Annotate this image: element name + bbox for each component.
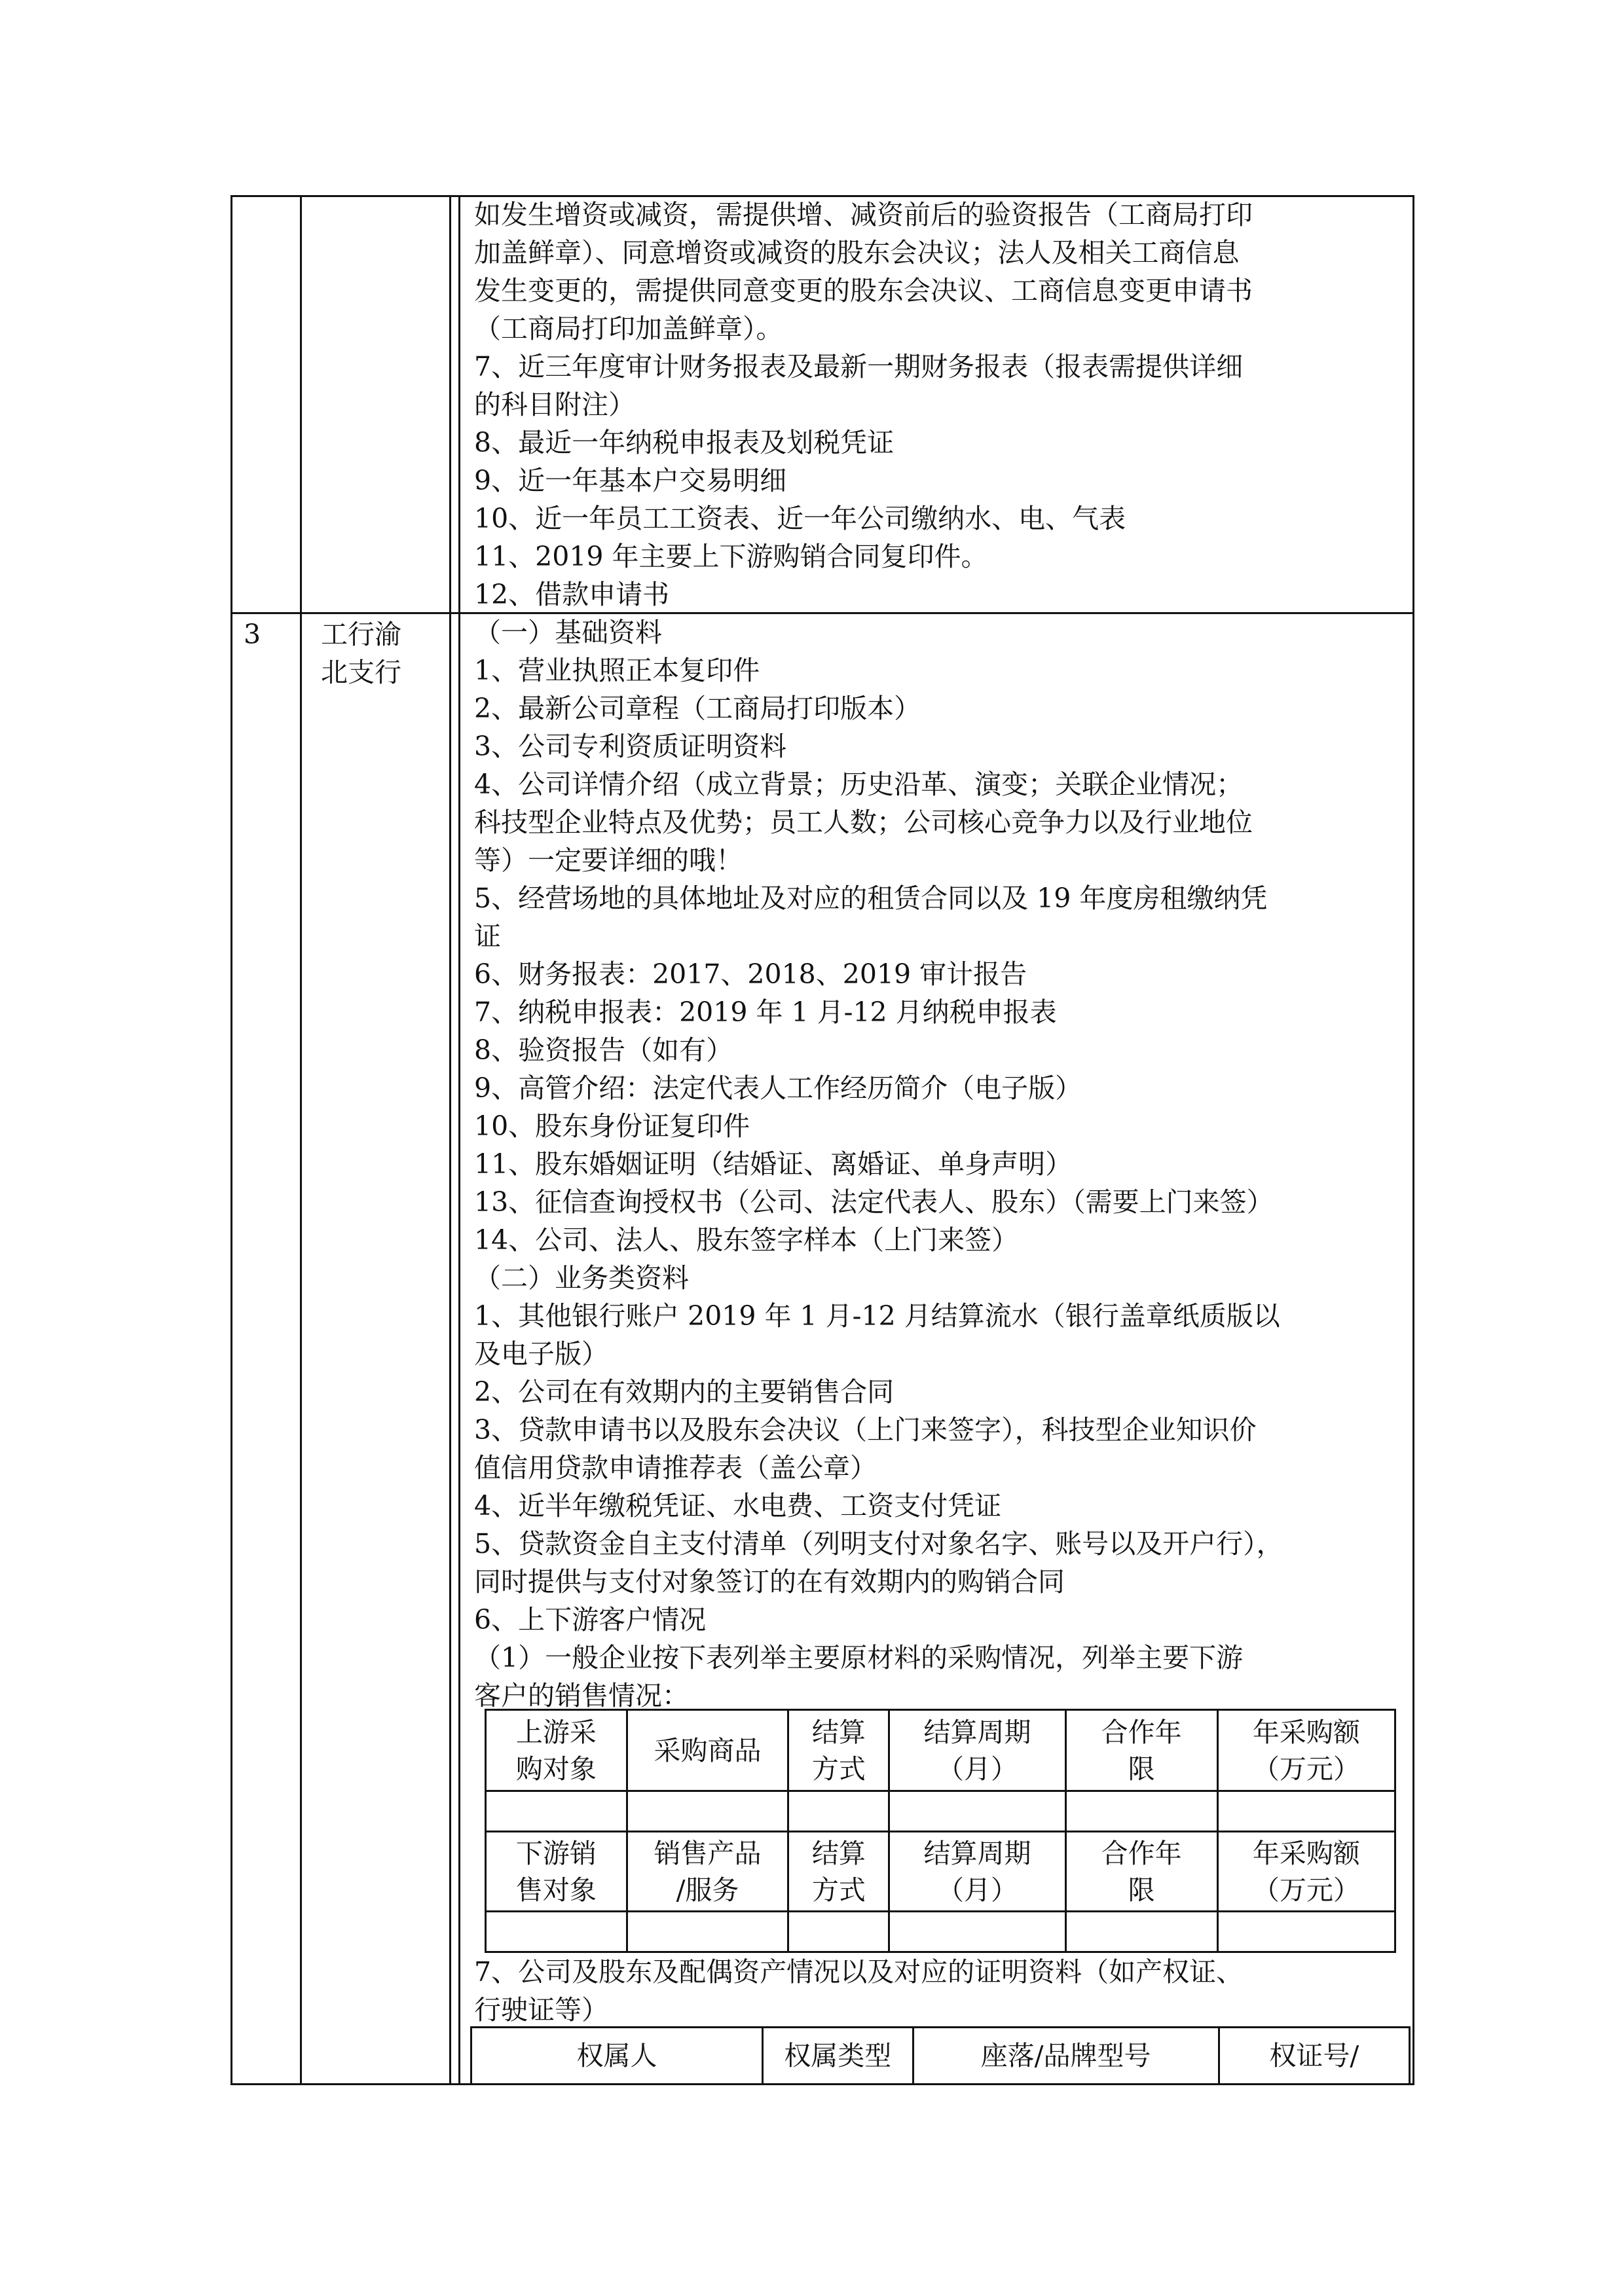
text-line: 发生变更的，需提供同意变更的股东会决议、工商信息变更申请书 xyxy=(474,275,1253,306)
table-header-cell: 年采购额 （万元） xyxy=(1217,1710,1395,1791)
table-header-cell: 权属类型 xyxy=(763,2028,913,2085)
previous-row-content xyxy=(474,196,1253,613)
empty-cell[interactable] xyxy=(1217,1791,1395,1832)
text-line: 4、公司详情介绍（成立背景；历史沿革、演变；关联企业情况； xyxy=(474,769,1244,800)
table-header-cell: 上游采 购对象 xyxy=(486,1710,627,1791)
column-divider-index xyxy=(300,195,302,2085)
text-line: 3、贷款申请书以及股东会决议（上门来签字），科技型企业知识价 xyxy=(474,1414,1257,1446)
table-header-cell: 采购商品 xyxy=(627,1710,788,1791)
text-line: 13、征信查询授权书（公司、法定代表人、股东）（需要上门来签） xyxy=(474,1186,1274,1218)
text-line: 等）一定要详细的哦！ xyxy=(474,845,743,876)
text-line: 11、2019 年主要上下游购销合同复印件。 xyxy=(474,541,988,572)
supply-chain-table xyxy=(485,1709,1396,1953)
empty-cell[interactable] xyxy=(1217,1912,1395,1952)
table-header-cell: 权属人 xyxy=(471,2028,763,2085)
empty-cell[interactable] xyxy=(627,1791,788,1832)
downstream-header-row xyxy=(486,1832,1395,1912)
text-line: 8、验资报告（如有） xyxy=(474,1034,733,1066)
empty-cell[interactable] xyxy=(889,1912,1065,1952)
text-line: 11、股东婚姻证明（结婚证、离婚证、单身声明） xyxy=(474,1148,1073,1180)
text-line: 客户的销售情况： xyxy=(474,1680,689,1711)
text-line: 值信用贷款申请推荐表（盖公章） xyxy=(474,1452,877,1484)
text-line: 7、近三年度审计财务报表及最新一期财务报表（报表需提供详细 xyxy=(474,351,1244,382)
asset-table xyxy=(470,2026,1411,2085)
bank-name-line2: 北支行 xyxy=(321,657,401,688)
table-header-cell: 销售产品 /服务 xyxy=(627,1832,788,1912)
text-line: 8、最近一年纳税申报表及划税凭证 xyxy=(474,427,895,458)
text-line: （工商局打印加盖鲜章）。 xyxy=(474,313,783,344)
empty-cell[interactable] xyxy=(627,1912,788,1952)
text-line: 科技型企业特点及优势；员工人数；公司核心竞争力以及行业地位 xyxy=(474,807,1253,838)
table-header-cell: 合作年 限 xyxy=(1065,1710,1217,1791)
table-header-cell: 座落/品牌型号 xyxy=(913,2028,1219,2085)
text-line: 1、营业执照正本复印件 xyxy=(474,655,760,686)
bank-name-line1: 工行渝 xyxy=(321,619,401,650)
asset-header-row xyxy=(471,2028,1410,2085)
text-line: 及电子版） xyxy=(474,1338,608,1370)
empty-cell[interactable] xyxy=(788,1912,889,1952)
section-heading: （二）业务类资料 xyxy=(474,1262,689,1294)
row-index: 3 xyxy=(244,619,261,650)
empty-cell[interactable] xyxy=(1065,1791,1217,1832)
text-line: 4、近半年缴税凭证、水电费、工资支付凭证 xyxy=(474,1490,1002,1522)
upstream-header-row xyxy=(486,1710,1395,1791)
empty-cell[interactable] xyxy=(788,1791,889,1832)
text-line: 的科目附注） xyxy=(474,389,635,420)
text-line: 12、借款申请书 xyxy=(474,579,670,610)
text-line: 3、公司专利资质证明资料 xyxy=(474,731,787,762)
text-line: 7、公司及股东及配偶资产情况以及对应的证明资料（如产权证、 xyxy=(474,1956,1244,1988)
table-header-cell: 结算周期 （月） xyxy=(889,1832,1065,1912)
empty-cell[interactable] xyxy=(889,1791,1065,1832)
table-header-cell: 权证号/ xyxy=(1219,2028,1409,2085)
downstream-empty-row xyxy=(486,1912,1395,1952)
table-header-cell: 结算 方式 xyxy=(788,1710,889,1791)
text-line: 7、纳税申报表：2019 年 1 月-12 月纳税申报表 xyxy=(474,996,1057,1028)
text-line: 14、公司、法人、股东签字样本（上门来签） xyxy=(474,1224,1019,1256)
text-line: （1）一般企业按下表列举主要原材料的采购情况，列举主要下游 xyxy=(474,1642,1244,1673)
text-line: 证 xyxy=(474,920,501,952)
text-line: 如发生增资或减资，需提供增、减资前后的验资报告（工商局打印 xyxy=(474,199,1253,230)
table-header-cell: 合作年 限 xyxy=(1065,1832,1217,1912)
text-line: 加盖鲜章）、同意增资或减资的股东会决议；法人及相关工商信息 xyxy=(474,237,1240,268)
column-divider-content xyxy=(458,195,460,2085)
text-line: 同时提供与支付对象签订的在有效期内的购销合同 xyxy=(474,1566,1065,1597)
text-line: 6、上下游客户情况 xyxy=(474,1604,707,1635)
empty-cell[interactable] xyxy=(1065,1912,1217,1952)
text-line: 2、最新公司章程（工商局打印版本） xyxy=(474,693,921,724)
text-line: 9、近一年基本户交易明细 xyxy=(474,465,787,496)
row3-content xyxy=(474,613,1283,1715)
upstream-empty-row xyxy=(486,1791,1395,1832)
text-line: 6、财务报表：2017、2018、2019 审计报告 xyxy=(474,958,1027,990)
column-divider-bank xyxy=(449,195,451,2085)
text-line: 10、近一年员工工资表、近一年公司缴纳水、电、气表 xyxy=(474,503,1126,534)
text-line: 5、贷款资金自主支付清单（列明支付对象名字、账号以及开户行）， xyxy=(474,1528,1283,1559)
section-heading: （一）基础资料 xyxy=(474,617,662,648)
text-line: 5、经营场地的具体地址及对应的租赁合同以及 19 年度房租缴纳凭 xyxy=(474,883,1268,914)
table-header-cell: 结算周期 （月） xyxy=(889,1710,1065,1791)
table-header-cell: 结算 方式 xyxy=(788,1832,889,1912)
table-header-cell: 下游销 售对象 xyxy=(486,1832,627,1912)
table-header-cell: 年采购额 （万元） xyxy=(1217,1832,1395,1912)
text-line: 行驶证等） xyxy=(474,1994,608,2026)
text-line: 10、股东身份证复印件 xyxy=(474,1110,750,1142)
text-line: 2、公司在有效期内的主要销售合同 xyxy=(474,1376,895,1408)
empty-cell[interactable] xyxy=(486,1912,627,1952)
empty-cell[interactable] xyxy=(486,1791,627,1832)
text-line: 9、高管介绍：法定代表人工作经历简介（电子版） xyxy=(474,1072,1082,1104)
text-line: 1、其他银行账户 2019 年 1 月-12 月结算流水（银行盖章纸质版以 xyxy=(474,1300,1280,1332)
asset-section-intro xyxy=(474,1953,1243,2029)
